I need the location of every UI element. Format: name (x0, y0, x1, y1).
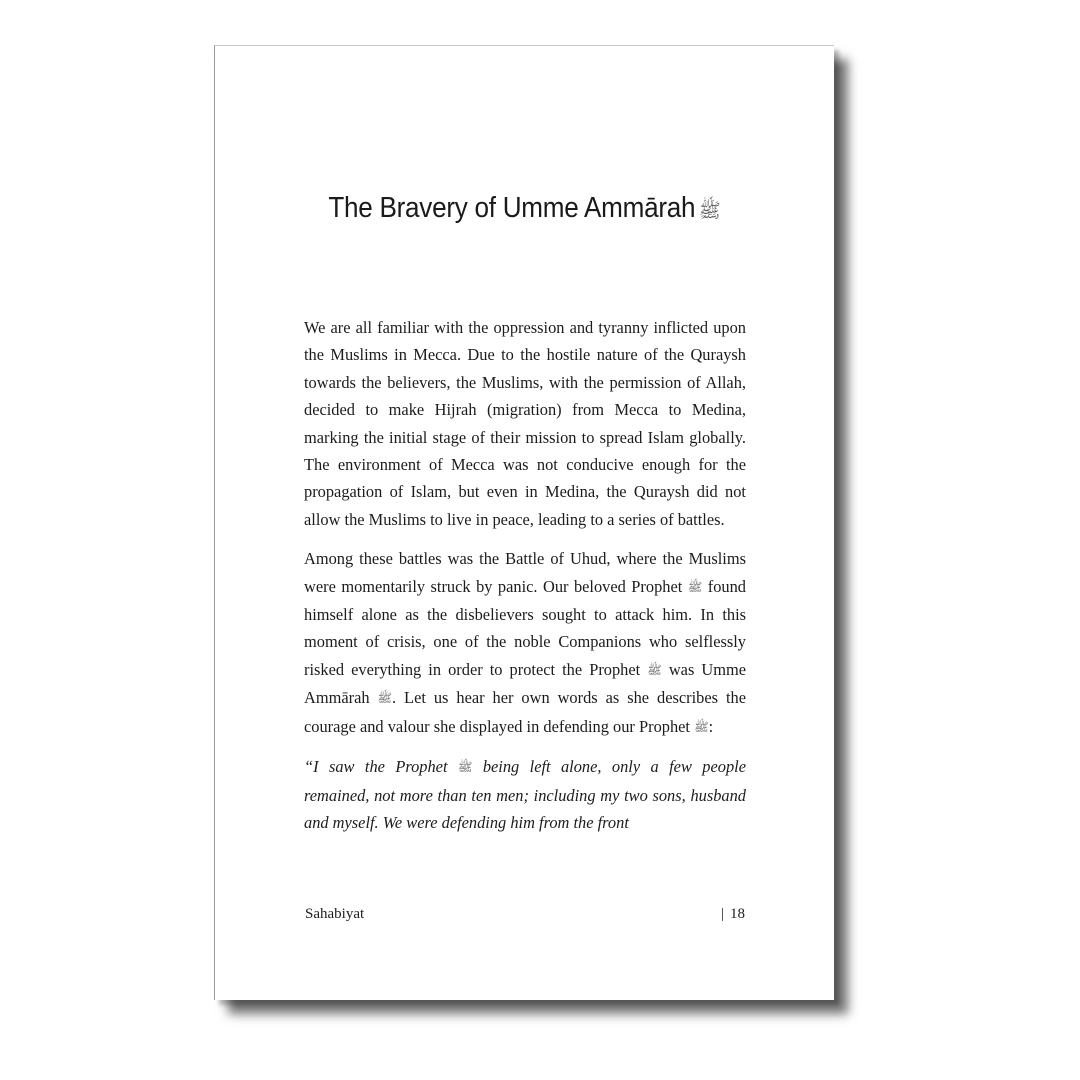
paragraph-text: “I saw the Prophet (304, 757, 458, 777)
paragraph-text: Among these battles was the Battle of Uhud, where the Muslims were momentarily struck by panic. Our beloved Prophet (304, 549, 746, 596)
paragraph-text: : (708, 716, 714, 736)
chapter-title (246, 192, 803, 227)
running-footer-title: Sahabiyat (305, 906, 365, 922)
body-paragraph (304, 545, 746, 741)
honorific-icon: ﷺ (457, 760, 473, 775)
quote-paragraph (304, 753, 746, 836)
chapter-title-text: The Bravery of Umme Ammārah (328, 192, 696, 224)
honorific-icon: ﷺ (687, 579, 703, 594)
footer-separator: | (720, 906, 724, 922)
honorific-icon: ﷺ (647, 662, 662, 677)
body-text (304, 314, 746, 848)
page-number: 18 (730, 906, 745, 922)
paragraph-text: was Umme Ammārah (304, 659, 747, 708)
paragraph-text: . Let us hear her own words as she describes the courage and valour she displayed in defending our Prophet (304, 688, 746, 736)
honorific-icon: ﷺ (698, 200, 721, 222)
body-paragraph (304, 314, 746, 533)
honorific-icon: ﷺ (694, 719, 709, 734)
paragraph-text: found himself alone as the disbelievers sought to attack him. In this moment of crisis, one of the noble Companions who selflessly risked everything in order to protect the Prophet (304, 576, 746, 679)
paragraph-text: being left alone, only a few people remained, not more than ten men; including my two sons, husband and myself. We were defending him from the front (304, 757, 746, 832)
book-page (214, 45, 834, 1000)
paragraph-text: We are all familiar with the oppression and tyranny inflicted upon the Muslims in Mecca. Due to the hostile nature of the Quraysh towards the believers, the Muslims, with the permission of Allah, decided to make Hijrah (migration) from Mecca to Medina, marking the initial stage of their mission to spread Islam globally. The environment of Mecca was not conducive enough for the propagation of Islam, but even in Medina, the Quraysh did not allow the Muslims to live in peace, leading to a series of battles. (304, 318, 746, 529)
page-number-footer (721, 906, 745, 923)
honorific-icon: ﷺ (377, 691, 392, 706)
